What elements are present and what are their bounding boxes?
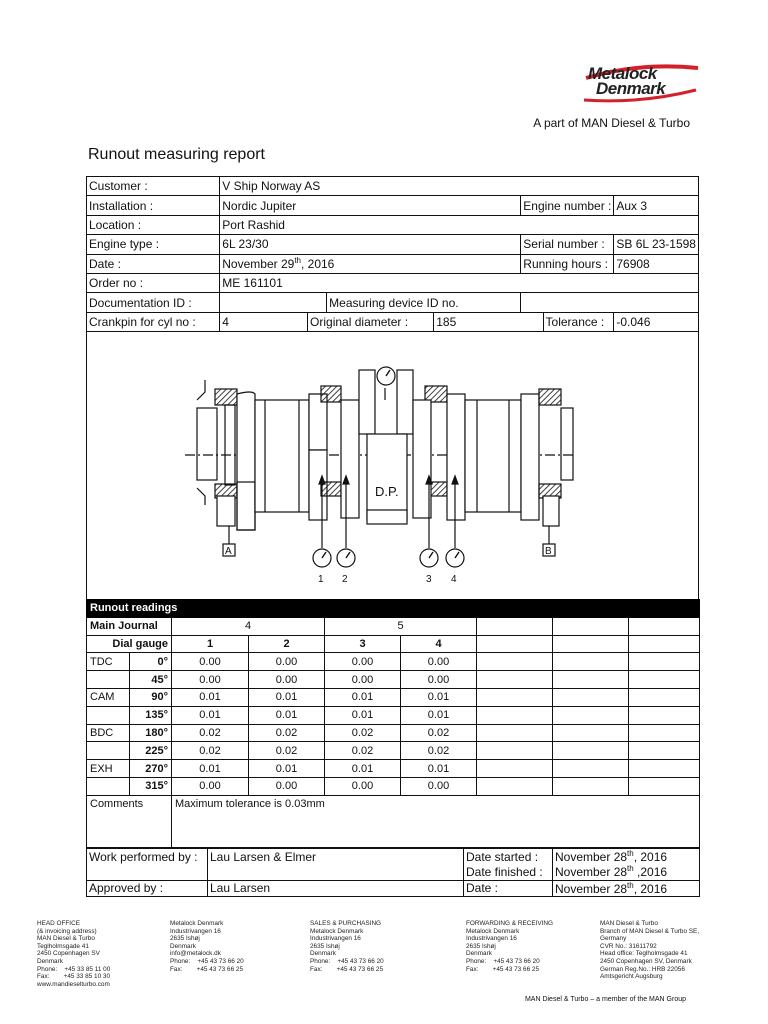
empty-cell	[629, 706, 700, 724]
reading-value: 0.00	[401, 671, 477, 689]
reading-row	[87, 777, 700, 795]
installation-label: Installation :	[87, 196, 220, 215]
customer-label: Customer :	[87, 177, 220, 196]
started-text: November 28	[555, 850, 628, 865]
metalock-logo	[580, 60, 702, 104]
dial-gauge-label: Dial gauge	[87, 635, 172, 653]
reading-value: 0.00	[325, 653, 401, 671]
approved-date-label: Date :	[464, 880, 553, 896]
empty-cell	[553, 617, 629, 635]
approved-date-text: November 28	[555, 881, 628, 896]
reading-value: 0.01	[172, 706, 249, 724]
reading-value: 0.01	[172, 688, 249, 706]
reading-row	[87, 653, 700, 671]
comments-value: Maximum tolerance is 0.03mm	[172, 795, 700, 847]
running-value: 76908	[614, 254, 699, 273]
crankpin-value: 4	[220, 312, 308, 331]
approved-row	[87, 880, 700, 896]
footer-member: MAN Diesel & Turbo – a member of the MAN Group	[524, 996, 686, 1003]
info-row	[87, 293, 699, 312]
serial-label: Serial number :	[521, 235, 614, 254]
empty-cell	[477, 777, 553, 795]
empty-cell	[553, 671, 629, 689]
reading-value: 0.01	[172, 760, 249, 778]
running-label: Running hours :	[521, 254, 614, 273]
reading-value: 0.00	[401, 653, 477, 671]
reading-value: 0.02	[249, 724, 325, 742]
reading-value: 0.00	[325, 777, 401, 795]
empty-cell	[208, 864, 464, 880]
angle-label: 45°	[130, 671, 172, 689]
empty-cell	[477, 671, 553, 689]
finished-year: ,2016	[633, 865, 668, 880]
info-row	[87, 312, 699, 331]
reading-value: 0.01	[325, 688, 401, 706]
approved-date-suffix: th	[627, 880, 634, 890]
journal-5: 5	[325, 617, 477, 635]
footer-man: MAN Diesel & Turbo Branch of MAN Diesel & Turbo SE, Germany CVR No.: 31611792 Head office: Teglholmsgade 41 2450 Copenhagen SV, Denmark German Reg.No.: HRB 22056 Amtsgericht Augsburg	[600, 920, 700, 981]
gauge-number-2: 2	[342, 574, 348, 585]
reading-value: 0.02	[249, 742, 325, 760]
empty-cell	[477, 724, 553, 742]
engine-number-value: Aux 3	[614, 196, 699, 215]
date-value	[220, 254, 521, 273]
report-title: Runout measuring report	[88, 146, 265, 163]
gauge-1: 1	[172, 635, 249, 653]
approved-date-year: , 2016	[633, 881, 668, 896]
empty-cell	[629, 688, 700, 706]
empty-cell	[477, 688, 553, 706]
main-journal-label: Main Journal	[87, 617, 172, 635]
reading-row	[87, 671, 700, 689]
empty-cell	[477, 635, 553, 653]
empty-cell	[553, 742, 629, 760]
finished-text: November 28	[555, 865, 628, 880]
reading-value: 0.00	[249, 671, 325, 689]
angle-label: 225°	[130, 742, 172, 760]
info-row	[87, 177, 699, 196]
approved-value: Lau Larsen	[208, 880, 464, 896]
label-a: A	[225, 546, 232, 557]
position-label: CAM	[87, 688, 130, 706]
reading-row	[87, 706, 700, 724]
position-label	[87, 777, 130, 795]
customer-value: V Ship Norway AS	[220, 177, 699, 196]
empty-cell	[553, 653, 629, 671]
reading-value: 0.02	[325, 724, 401, 742]
empty-cell	[553, 760, 629, 778]
empty-cell	[629, 635, 700, 653]
signoff-table	[86, 848, 700, 897]
empty-cell	[553, 635, 629, 653]
finished-row	[87, 864, 700, 880]
reading-value: 0.01	[325, 760, 401, 778]
empty-cell	[477, 742, 553, 760]
angle-label: 0°	[130, 653, 172, 671]
readings-title: Runout readings	[87, 600, 700, 618]
journal-4: 4	[172, 617, 325, 635]
angle-label: 135°	[130, 706, 172, 724]
reading-value: 0.01	[249, 688, 325, 706]
reading-row	[87, 688, 700, 706]
installation-value: Nordic Jupiter	[220, 196, 521, 215]
runout-readings-table	[86, 599, 700, 848]
work-label: Work performed by :	[87, 849, 208, 865]
reading-value: 0.01	[325, 706, 401, 724]
gauge-number-3: 3	[426, 574, 432, 585]
started-suffix: th	[627, 849, 634, 859]
diameter-value: 185	[434, 312, 543, 331]
empty-cell	[629, 760, 700, 778]
footer-metalock: Metalock Denmark Industrivangen 16 2635 Ishøj Denmark info@metalock.dk Phone: +45 43 73 66 20 Fax: +45 43 73 66 25	[170, 920, 244, 973]
info-row	[87, 196, 699, 215]
footer-forwarding: FORWARDING & RECEIVING Metalock Denmark Industrivangen 16 2635 Ishøj Denmark Phone: +45 43 73 66 20 Fax: +45 43 73 66 25	[466, 920, 553, 973]
reading-value: 0.00	[172, 653, 249, 671]
reading-value: 0.01	[401, 706, 477, 724]
reading-value: 0.01	[401, 688, 477, 706]
reading-row	[87, 760, 700, 778]
date-suffix: th	[294, 256, 301, 266]
logo-line2: Denmark	[596, 79, 666, 98]
finished-suffix: th	[627, 864, 634, 874]
info-row	[87, 254, 699, 273]
diameter-label: Original diameter :	[308, 312, 434, 331]
tolerance-value: -0.046	[614, 312, 699, 331]
empty-cell	[629, 671, 700, 689]
reading-row	[87, 724, 700, 742]
location-value: Port Rashid	[220, 215, 699, 234]
order-value: ME 161101	[220, 273, 699, 292]
finished-label: Date finished :	[464, 864, 553, 880]
comments-row	[87, 795, 700, 847]
angle-label: 180°	[130, 724, 172, 742]
empty-cell	[629, 777, 700, 795]
angle-label: 90°	[130, 688, 172, 706]
docid-label: Documentation ID :	[87, 293, 220, 312]
info-table	[86, 176, 699, 332]
angle-label: 270°	[130, 760, 172, 778]
position-label	[87, 706, 130, 724]
location-label: Location :	[87, 215, 220, 234]
gauge-2: 2	[249, 635, 325, 653]
reading-value: 0.02	[172, 724, 249, 742]
reading-value: 0.01	[249, 706, 325, 724]
device-label: Measuring device ID no.	[327, 293, 521, 312]
empty-cell	[553, 724, 629, 742]
drawing-box	[86, 330, 699, 600]
engine-type-value: 6L 23/30	[220, 235, 521, 254]
approved-date-value	[553, 880, 700, 896]
comments-label: Comments	[87, 795, 172, 847]
date-year: , 2016	[300, 257, 335, 272]
empty-cell	[629, 653, 700, 671]
reading-value: 0.00	[401, 777, 477, 795]
empty-cell	[477, 760, 553, 778]
info-row	[87, 215, 699, 234]
dial-gauge-row	[87, 635, 700, 653]
date-text: November 29	[222, 257, 295, 272]
position-label	[87, 671, 130, 689]
tagline: A part of MAN Diesel & Turbo	[533, 116, 690, 130]
reading-value: 0.02	[172, 742, 249, 760]
engine-type-label: Engine type :	[87, 235, 220, 254]
reading-value: 0.00	[249, 777, 325, 795]
gauge-number-4: 4	[451, 574, 457, 585]
angle-label: 315°	[130, 777, 172, 795]
empty-cell	[629, 742, 700, 760]
gauge-number-1: 1	[318, 574, 324, 585]
position-label: BDC	[87, 724, 130, 742]
empty-cell	[477, 653, 553, 671]
readings-header	[87, 600, 700, 618]
reading-value: 0.02	[401, 724, 477, 742]
gauge-3: 3	[325, 635, 401, 653]
order-label: Order no :	[87, 273, 220, 292]
finished-value	[553, 864, 700, 880]
main-journal-row	[87, 617, 700, 635]
position-label	[87, 742, 130, 760]
reading-value: 0.00	[172, 777, 249, 795]
info-row	[87, 273, 699, 292]
serial-value: SB 6L 23-1598	[614, 235, 699, 254]
reading-value: 0.00	[325, 671, 401, 689]
reading-value: 0.00	[172, 671, 249, 689]
label-b: B	[545, 546, 552, 557]
reading-value: 0.02	[325, 742, 401, 760]
started-value	[553, 849, 700, 865]
empty-cell	[477, 706, 553, 724]
reading-value: 0.02	[401, 742, 477, 760]
gauge-4: 4	[401, 635, 477, 653]
engine-number-label: Engine number :	[521, 196, 614, 215]
reading-value: 0.01	[249, 760, 325, 778]
crankpin-label: Crankpin for cyl no :	[87, 312, 220, 331]
started-label: Date started :	[464, 849, 553, 865]
logo-line1: Metalock	[588, 64, 657, 83]
docid-value	[220, 293, 327, 312]
empty-cell	[629, 617, 700, 635]
empty-cell	[553, 777, 629, 795]
reading-value: 0.00	[249, 653, 325, 671]
reading-value: 0.01	[401, 760, 477, 778]
approved-label: Approved by :	[87, 880, 208, 896]
dp-label: D.P.	[375, 484, 399, 499]
empty-cell	[629, 724, 700, 742]
info-row	[87, 235, 699, 254]
device-value	[521, 293, 699, 312]
work-value: Lau Larsen & Elmer	[208, 849, 464, 865]
work-row	[87, 849, 700, 865]
reading-row	[87, 742, 700, 760]
empty-cell	[553, 706, 629, 724]
footer-sales: SALES & PURCHASING Metalock Denmark Industrivangen 16 2635 Ishøj Denmark Phone: +45 43 73 66 20 Fax: +45 43 73 66 25	[310, 920, 384, 973]
date-label: Date :	[87, 254, 220, 273]
empty-cell	[87, 864, 208, 880]
started-year: , 2016	[633, 850, 668, 865]
tolerance-label: Tolerance :	[543, 312, 614, 331]
crankshaft-drawing	[87, 330, 698, 598]
footer-head-office: HEAD OFFICE (& invoicing address) MAN Diesel & Turbo Teglholmsgade 41 2450 Copenhagen SV Denmark Phone: +45 33 85 11 00 Fax: +45 33 85 10 30 www.mandieselturbo.com	[37, 920, 111, 988]
empty-cell	[553, 688, 629, 706]
position-label: TDC	[87, 653, 130, 671]
position-label: EXH	[87, 760, 130, 778]
empty-cell	[477, 617, 553, 635]
